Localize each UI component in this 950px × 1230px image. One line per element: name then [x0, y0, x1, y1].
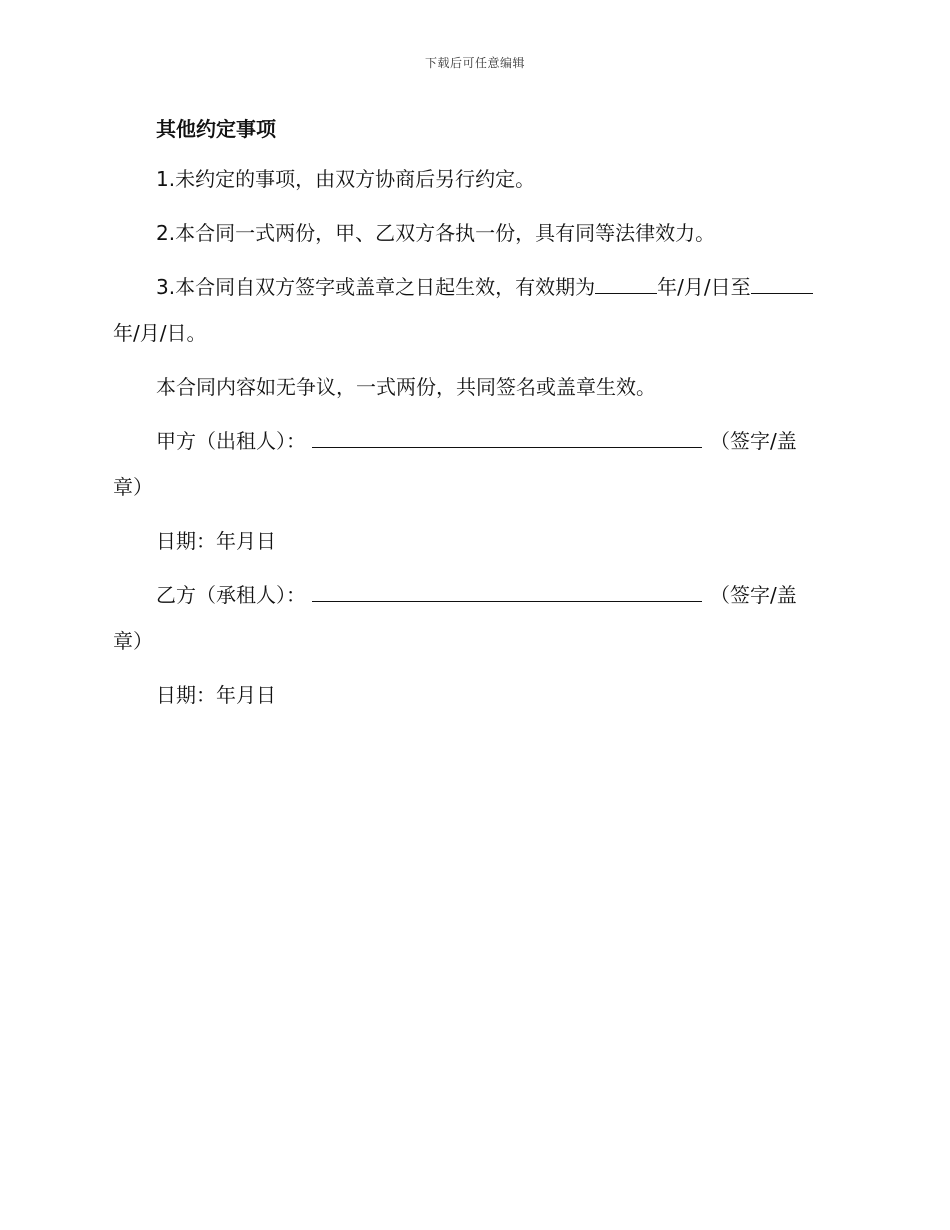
start-date-blank	[595, 271, 657, 294]
clause-3	[113, 264, 825, 356]
end-date-blank	[751, 271, 813, 294]
closing-statement: 本合同内容如无争议，一式两份，共同签名或盖章生效。	[156, 375, 656, 399]
party-a-signature-line	[113, 418, 825, 510]
party-b-signature-line	[113, 572, 825, 664]
party-b-sign-suffix: （签字/盖章）	[113, 583, 797, 653]
party-a-label: 甲方（出租人）：	[156, 429, 306, 453]
clause-2: 2.本合同一式两份，甲、乙双方各执一份，具有同等法律效力。	[156, 221, 716, 245]
party-b-date: 日期：年月日	[156, 683, 276, 707]
contract-body	[113, 112, 825, 732]
clause-3-prefix: 3.本合同自双方签字或盖章之日起生效，有效期为	[156, 275, 596, 299]
party-a-sign-suffix: （签字/盖章）	[113, 429, 797, 499]
party-a-date: 日期：年月日	[156, 529, 276, 553]
clause-3-mid: 年/月/日至	[657, 275, 751, 299]
page-header: 下载后可任意编辑	[424, 56, 525, 70]
party-b-label: 乙方（承租人）：	[156, 583, 306, 607]
party-b-signature-blank	[312, 579, 702, 602]
party-a-signature-blank	[312, 425, 702, 448]
section-title: 其他约定事项	[156, 117, 276, 141]
clause-1: 1.未约定的事项，由双方协商后另行约定。	[156, 167, 536, 191]
clause-3-suffix: 年/月/日。	[113, 321, 207, 345]
